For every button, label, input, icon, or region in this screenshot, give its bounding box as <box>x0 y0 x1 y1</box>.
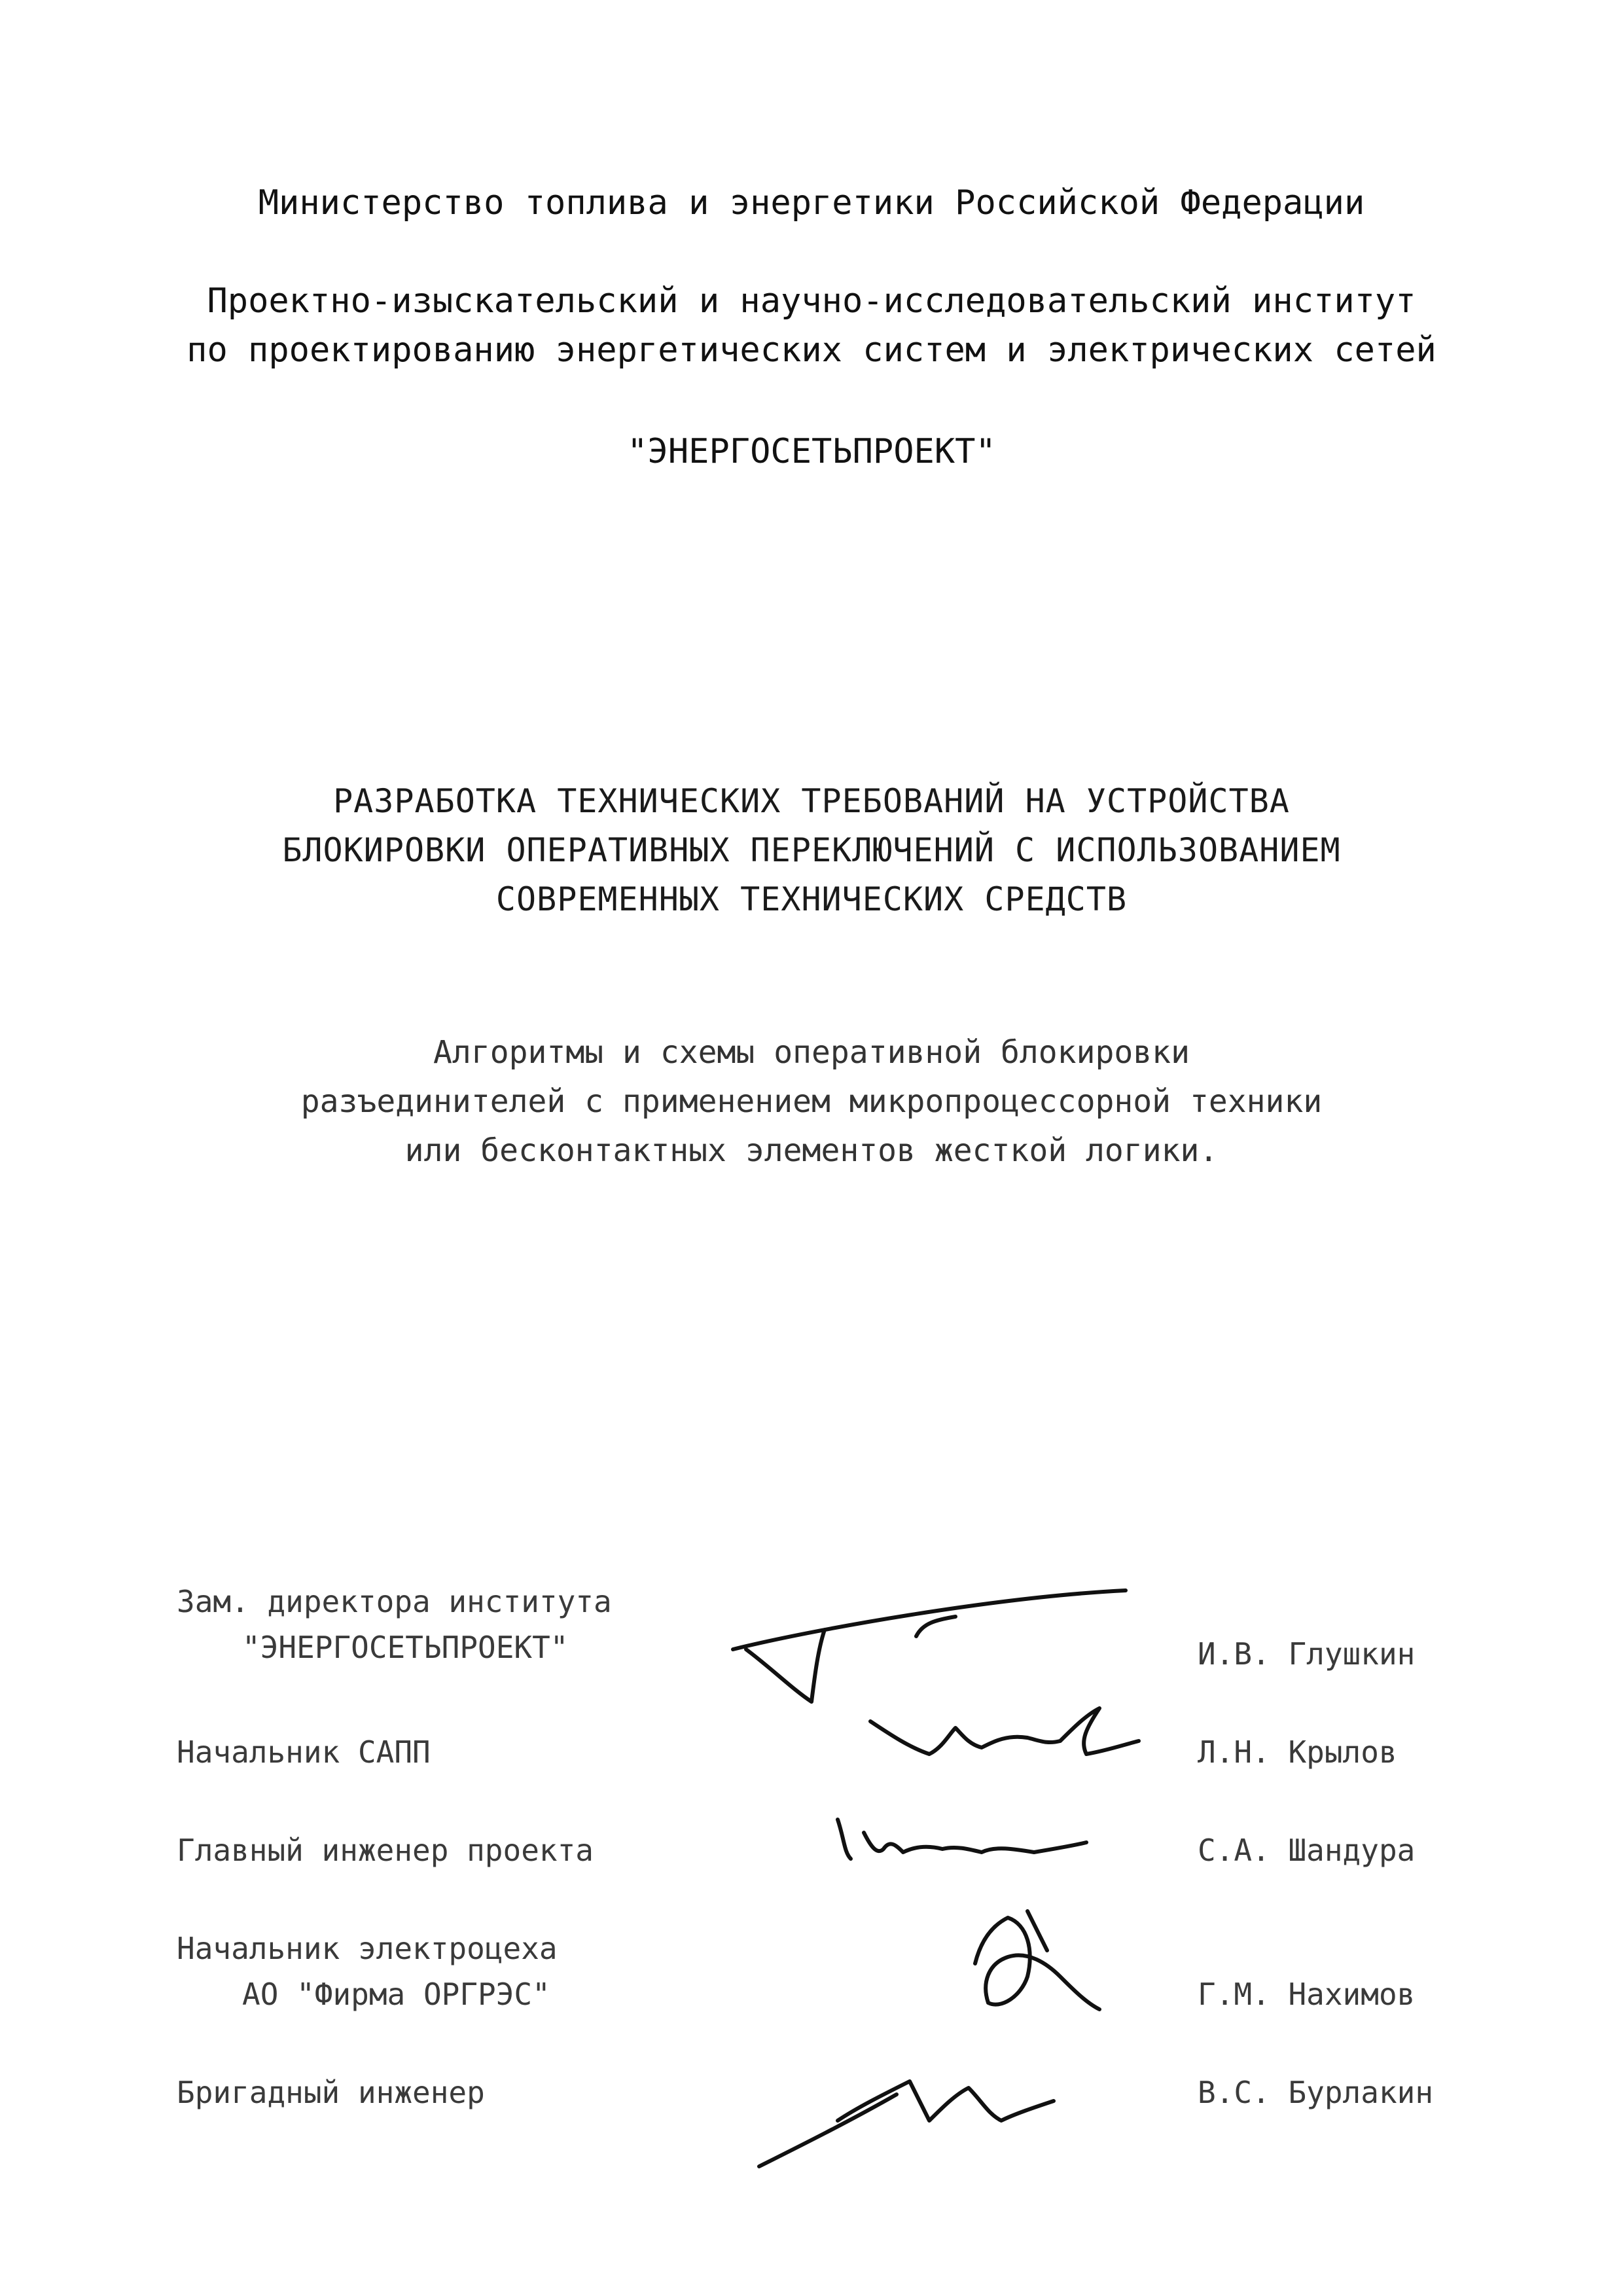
signatory-position: Зам. директора института <box>177 1584 612 1619</box>
institute-line-2: по проектированию энергетических систем и электрических сетей <box>187 331 1436 370</box>
signatory-name: Г.М. Нахимов <box>1198 1977 1416 2012</box>
signature-1 <box>733 1590 1126 1702</box>
signatory-position: Начальник электроцеха <box>177 1931 558 1966</box>
title-line-3: СОВРЕМЕННЫХ ТЕХНИЧЕСКИХ СРЕДСТВ <box>495 880 1128 918</box>
subtitle-line-3: или бесконтактных элементов жесткой логики. <box>404 1132 1219 1169</box>
institute-name: "ЭНЕРГОСЕТЬПРОЕКТ" <box>627 432 996 471</box>
signatory-position-org: "ЭНЕРГОСЕТЬПРОЕКТ" <box>242 1630 569 1665</box>
signatory-position: Бригадный инженер <box>177 2075 485 2110</box>
signatory-name: Л.Н. Крылов <box>1198 1734 1397 1770</box>
handwritten-signatures <box>720 1558 1178 2199</box>
signature-5 <box>759 2081 1054 2166</box>
signatory-position: Начальник САПП <box>177 1734 431 1770</box>
signatory-name: В.С. Бурлакин <box>1198 2075 1434 2110</box>
signatory-name: И.В. Глушкин <box>1198 1636 1416 1672</box>
signature-2 <box>870 1708 1139 1754</box>
title-line-2: БЛОКИРОВКИ ОПЕРАТИВНЫХ ПЕРЕКЛЮЧЕНИЙ С ИСПОЛЬЗОВАНИЕМ <box>282 831 1341 869</box>
subtitle-line-1: Алгоритмы и схемы оперативной блокировки <box>433 1034 1190 1071</box>
signature-4 <box>975 1911 1099 2009</box>
signature-3 <box>838 1820 1086 1859</box>
title-line-1: РАЗРАБОТКА ТЕХНИЧЕСКИХ ТРЕБОВАНИЙ НА УСТРОЙСТВА <box>333 782 1290 820</box>
ministry-line: Министерство топлива и энергетики Российской Федерации <box>258 183 1365 223</box>
signatory-position-org: АО "Фирма ОРГРЭС" <box>242 1977 550 2012</box>
subtitle-line-2: разъединителей с применением микропроцессорной техники <box>300 1083 1323 1120</box>
signatory-name: С.А. Шандура <box>1198 1833 1416 1868</box>
institute-line-1: Проектно-изыскательский и научно-исследовательский институт <box>207 281 1416 321</box>
signatory-position: Главный инженер проекта <box>177 1833 594 1868</box>
